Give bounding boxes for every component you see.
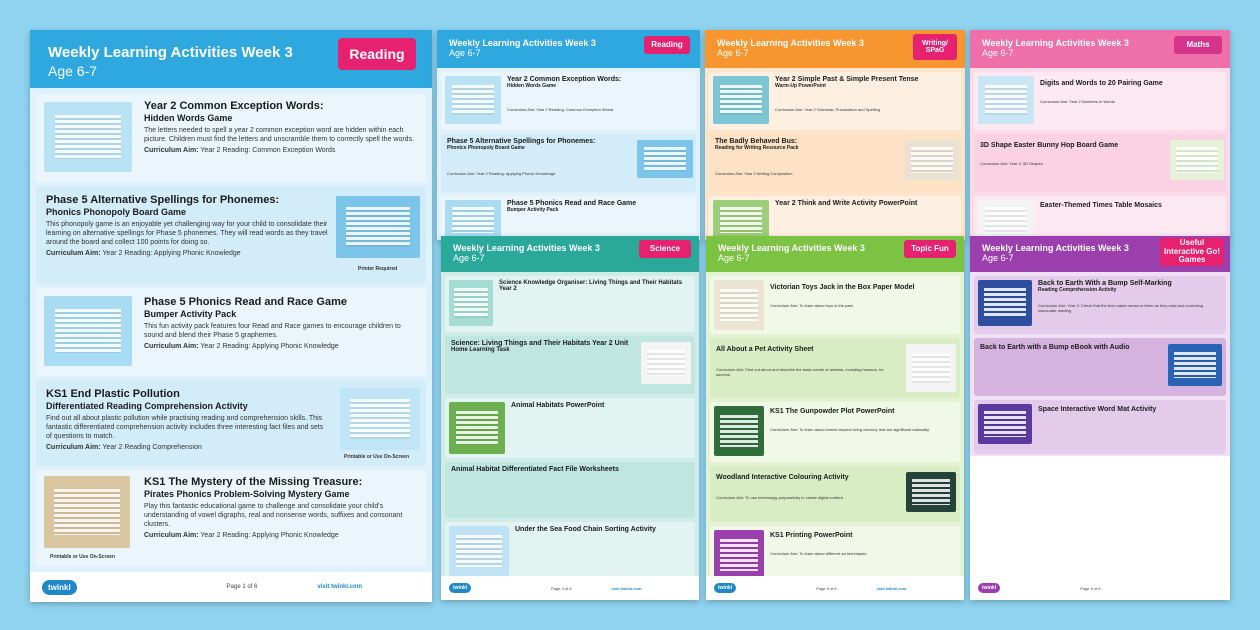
thumbnail-image <box>905 140 959 180</box>
activity-card[interactable] <box>710 466 960 522</box>
card-title: Phase 5 Alternative Spellings for Phonemes: <box>46 194 280 206</box>
site-link[interactable]: visit twinkl.com <box>876 585 907 591</box>
activity-card[interactable] <box>36 94 426 182</box>
card-title: KS1 The Mystery of the Missing Treasure: <box>144 476 363 488</box>
activity-card[interactable] <box>441 134 696 192</box>
curriculum-aim: Curriculum Aim: To learn about toys in the past. <box>770 303 854 308</box>
sheet-header <box>441 236 699 272</box>
card-title: Back to Earth with a Bump eBook with Audio <box>980 344 1130 351</box>
sheet-age: Age 6-7 <box>48 63 98 79</box>
subject-tag: Topic Fun <box>904 240 956 258</box>
page-number: Page 5 of 6 <box>816 585 837 591</box>
card-subtitle: Phonics Phonopoly Board Game <box>447 145 525 151</box>
card-title: The Badly Behaved Bus: <box>715 138 798 145</box>
sheet-header <box>437 30 700 68</box>
thumbnail-image <box>713 76 769 124</box>
twinkl-logo: twinkl <box>42 580 77 595</box>
thumbnail-image <box>714 280 764 330</box>
activity-card[interactable] <box>974 72 1226 130</box>
thumbnail-image <box>449 280 493 326</box>
page-number: Page 4 of 6 <box>551 585 572 591</box>
sheet-age: Age 6-7 <box>982 253 1014 263</box>
activity-card[interactable] <box>710 276 960 334</box>
card-title: Year 2 Think and Write Activity PowerPoint <box>775 200 918 207</box>
sheet-title: Weekly Learning Activities Week 3 <box>48 44 293 61</box>
sheet-header <box>705 30 965 68</box>
curriculum-aim: Curriculum Aim: Year 2 Reading: Applying Phonic Knowledge <box>144 343 339 351</box>
thumbnail-image <box>641 342 691 384</box>
thumbnail-image <box>44 476 130 548</box>
card-subtitle: Differentiated Reading Comprehension Activity <box>46 401 248 411</box>
activity-card[interactable] <box>709 72 961 130</box>
thumbnail-image <box>713 200 769 240</box>
thumbnail-image <box>449 402 505 454</box>
activity-card[interactable] <box>36 380 426 466</box>
activity-card[interactable] <box>445 276 695 332</box>
thumbnail-image <box>1168 344 1222 386</box>
thumbnail-image <box>637 140 693 178</box>
sheet-footer <box>441 576 699 600</box>
card-subtitle: Home Learning Task <box>451 347 510 353</box>
activity-card[interactable] <box>709 196 961 240</box>
sheet-title: Weekly Learning Activities Week 3 <box>982 38 1129 48</box>
thumbnail-image <box>445 200 501 240</box>
sheet-header <box>970 236 1230 272</box>
curriculum-aim: Curriculum Aim: Year 2 Grammar, Punctuation and Spelling <box>775 107 880 112</box>
sheet-title: Weekly Learning Activities Week 3 <box>982 243 1129 253</box>
activity-card[interactable] <box>445 398 695 458</box>
activity-card[interactable] <box>445 462 695 518</box>
card-title: Year 2 Simple Past & Simple Present Tense <box>775 76 919 83</box>
activity-card[interactable] <box>36 186 426 284</box>
card-title: KS1 The Gunpowder Plot PowerPoint <box>770 408 895 415</box>
writing-sheet <box>705 30 965 240</box>
thumbnail-image <box>449 526 509 576</box>
curriculum-aim: Curriculum Aim: Year 2 Reading: Applying Phonic Knowledge <box>144 532 339 540</box>
card-subtitle: Phonics Phonopoly Board Game <box>46 207 187 217</box>
sheet-age: Age 6-7 <box>449 48 481 58</box>
card-title: KS1 End Plastic Pollution <box>46 388 180 400</box>
card-title: Back to Earth With a Bump Self-Marking <box>1038 280 1172 287</box>
card-title: KS1 Printing PowerPoint <box>770 532 853 539</box>
page-number: Page 6 of 6 <box>1080 585 1101 591</box>
curriculum-aim: Curriculum Aim: Year 2: 3D Shapes <box>980 161 1043 166</box>
curriculum-aim: Curriculum Aim: Year 2 Reading: Common Exception Words <box>507 107 614 112</box>
card-title: Digits and Words to 20 Pairing Game <box>1040 80 1163 87</box>
sheet-footer <box>30 572 432 602</box>
thumbnail-image <box>978 280 1032 326</box>
card-description: Find out all about plastic pollution while practising reading and comprehension skills. This fantastic differentiated comprehension activity includes three interesting fact files and sets of questions to match. <box>46 415 324 441</box>
sheet-age: Age 6-7 <box>717 48 749 58</box>
card-title: Space Interactive Word Mat Activity <box>1038 406 1157 413</box>
card-subtitle: Reading Comprehension Activity <box>1038 287 1117 293</box>
card-title: Woodland Interactive Colouring Activity <box>716 474 849 481</box>
card-title: Animal Habitat Differentiated Fact File Worksheets <box>451 466 619 473</box>
card-title: Year 2 Common Exception Words: <box>507 76 622 83</box>
card-title: Victorian Toys Jack in the Box Paper Model <box>770 284 915 291</box>
card-title: Science Knowledge Organiser: Living Things and Their Habitats Year 2 <box>499 280 683 292</box>
twinkl-logo: twinkl <box>449 583 471 593</box>
activity-card[interactable] <box>710 402 960 462</box>
subject-tag: Science <box>639 240 691 258</box>
science-sheet <box>441 236 699 600</box>
sheet-title: Weekly Learning Activities Week 3 <box>449 38 596 48</box>
maths-sheet <box>970 30 1230 240</box>
sheet-title: Weekly Learning Activities Week 3 <box>718 243 865 253</box>
card-description: Play this fantastic educational game to challenge and consolidate your child's understanding of vowel digraphs, real and nonsense words, suffixes and consonant clusters. <box>144 503 403 529</box>
sheet-title: Weekly Learning Activities Week 3 <box>717 38 864 48</box>
sheet-header <box>30 30 432 88</box>
subject-tag: Writing/ SPaG <box>913 34 957 60</box>
card-title: Phase 5 Phonics Read and Race Game <box>507 200 637 207</box>
twinkl-logo: twinkl <box>714 583 736 593</box>
card-title: Science: Living Things and Their Habitats Year 2 Unit <box>451 340 629 347</box>
reading-sheet-large <box>30 30 432 602</box>
site-link[interactable]: visit twinkl.com <box>611 585 642 591</box>
thumbnail-label: Printable or Use On-Screen <box>50 554 116 560</box>
activity-card[interactable] <box>36 288 426 376</box>
activity-card[interactable] <box>710 338 960 398</box>
card-title: Year 2 Common Exception Words: <box>144 100 324 112</box>
thumbnail-image <box>978 404 1032 444</box>
curriculum-aim: Curriculum Aim: Year 2 Numbers in Words <box>1040 99 1115 104</box>
curriculum-aim: Curriculum Aim: Year 2 Reading Comprehension <box>46 444 202 452</box>
thumbnail-image <box>906 344 956 392</box>
curriculum-aim: Curriculum Aim: Year 2 Reading: Applying Phonic Knowledge <box>46 250 241 258</box>
thumbnail-image <box>44 296 132 366</box>
thumbnail-image <box>978 76 1034 124</box>
card-description: The letters needed to spell a year 2 common exception word are hidden within each picture. Children must find the letters and unscramble them to correctly spell the words. <box>144 127 415 144</box>
sheet-age: Age 6-7 <box>982 48 1014 58</box>
card-subtitle: Bumper Activity Pack <box>144 309 237 319</box>
subject-tag: Reading <box>644 36 690 54</box>
activity-card[interactable] <box>974 196 1226 240</box>
card-description: This fun activity pack features four Read and Race games to encourage children to sound and blend their Phase 5 graphemes. <box>144 323 401 340</box>
activity-card[interactable] <box>36 470 426 566</box>
thumbnail-image <box>978 200 1034 240</box>
thumbnail-label: Printable or Use On-Screen <box>344 454 410 460</box>
curriculum-aim: Curriculum Aim: Year 2 Reading: Applying Phonic Knowledge <box>447 171 556 176</box>
card-subtitle: Bumper Activity Pack <box>507 207 559 213</box>
card-description: This phonopoly game is an enjoyable yet challenging way for your child to consolidate their learning on alternative spellings for Phase 5 phonemes. They will read words as they travel around the board and collect 100 points for doing so. <box>46 221 328 247</box>
twinkl-logo: twinkl <box>978 583 1000 593</box>
thumbnail-image <box>445 76 501 124</box>
curriculum-aim: Curriculum Aim: To learn about different art techniques. <box>770 551 868 556</box>
activity-card[interactable] <box>974 134 1226 192</box>
sheet-footer <box>706 576 964 600</box>
page-number: Page 1 of 6 <box>226 584 258 590</box>
activity-card[interactable] <box>974 400 1226 454</box>
sheet-age: Age 6-7 <box>453 253 485 263</box>
sheet-header <box>706 236 964 272</box>
card-title: Phase 5 Phonics Read and Race Game <box>144 296 347 308</box>
curriculum-aim: Curriculum Aim: Year 2 Writing Composition <box>715 171 793 176</box>
card-title: All About a Pet Activity Sheet <box>716 346 814 353</box>
activity-card[interactable] <box>445 522 695 582</box>
card-subtitle: Hidden Words Game <box>507 83 557 89</box>
subject-tag: Reading <box>338 38 416 70</box>
card-subtitle: Warm-Up PowerPoint <box>775 83 826 89</box>
sheet-header <box>970 30 1230 68</box>
activity-card[interactable] <box>709 134 961 192</box>
subject-tag: Maths <box>1174 36 1222 54</box>
thumbnail-image <box>714 530 764 580</box>
thumbnail-image <box>714 406 764 456</box>
card-title: 3D Shape Easter Bunny Hop Board Game <box>980 142 1119 149</box>
activity-card[interactable] <box>441 196 696 240</box>
card-title: Under the Sea Food Chain Sorting Activity <box>515 526 656 533</box>
activity-card[interactable] <box>974 276 1226 334</box>
card-title: Phase 5 Alternative Spellings for Phonemes: <box>447 138 596 145</box>
reading-sheet <box>437 30 700 240</box>
site-link[interactable]: visit twinkl.com <box>317 584 363 590</box>
games-sheet <box>970 236 1230 600</box>
curriculum-aim: Curriculum Aim: To learn about events beyond living memory that are significant nationally. <box>770 427 930 432</box>
thumbnail-image <box>336 196 420 258</box>
card-title: Animal Habitats PowerPoint <box>511 402 605 409</box>
thumbnail-image <box>1170 140 1224 180</box>
sheet-title: Weekly Learning Activities Week 3 <box>453 243 600 253</box>
curriculum-aim: Curriculum Aim: Find out about and describe the basic needs of animals, including humans, for survival. <box>716 367 884 377</box>
activity-card[interactable] <box>974 338 1226 396</box>
curriculum-aim: Curriculum Aim: Year 2 Reading: Common Exception Words <box>144 147 336 155</box>
curriculum-aim: Curriculum Aim: To use technology purposefully to create digital content. <box>716 495 844 500</box>
subject-tag: Useful Interactive Go! Games <box>1160 238 1224 266</box>
activity-card[interactable] <box>441 72 696 130</box>
card-subtitle: Pirates Phonics Problem-Solving Mystery Game <box>144 489 350 499</box>
sheet-age: Age 6-7 <box>718 253 750 263</box>
blank-area <box>970 456 1230 576</box>
thumbnail-image <box>906 472 956 512</box>
card-subtitle: Reading for Writing Resource Pack <box>715 145 799 151</box>
topic-sheet <box>706 236 964 600</box>
card-title: Easter-Themed Times Table Mosaics <box>1040 202 1162 209</box>
printer-label: Printer Required <box>358 266 398 272</box>
card-subtitle: Hidden Words Game <box>144 113 233 123</box>
sheet-footer <box>970 576 1230 600</box>
activity-card[interactable] <box>445 336 695 394</box>
thumbnail-image <box>44 102 132 172</box>
curriculum-aim: Curriculum Aim: Year 2: Check that the text makes sense to them as they read and correcting inaccurate reading. <box>1038 303 1203 313</box>
thumbnail-image <box>340 388 420 450</box>
